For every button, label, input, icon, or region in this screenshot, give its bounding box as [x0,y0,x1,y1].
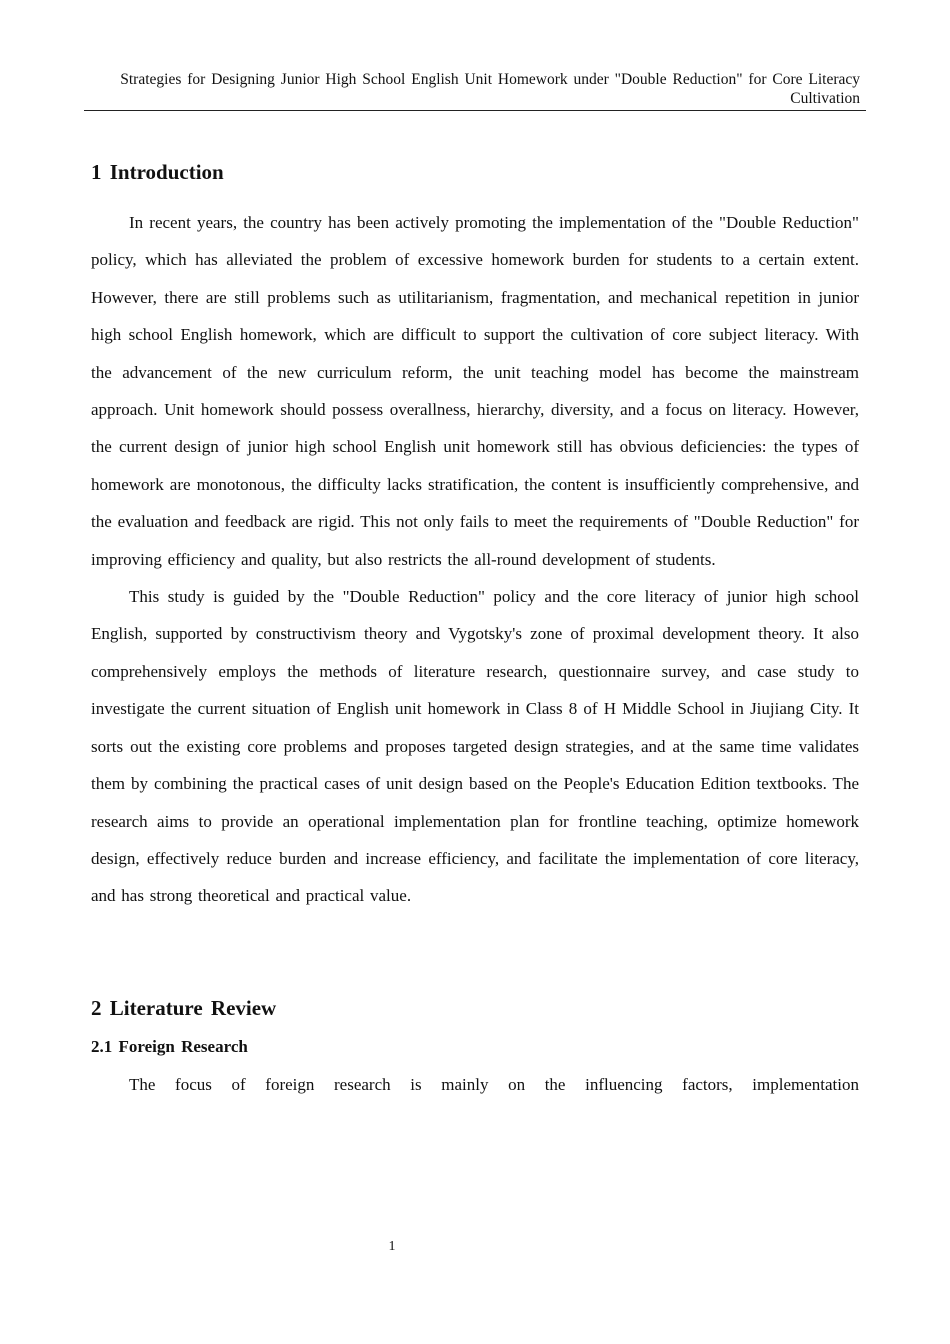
section-heading-introduction: 1 Introduction [91,160,224,184]
section-heading-literature-review: 2 Literature Review [91,995,277,1020]
running-header [84,70,866,111]
subsection-heading-foreign-research: 2.1 Foreign Research [91,1036,248,1056]
introduction-paragraph-2: This study is guided by the "Double Reduction" policy and the core literacy of junior high school English, supported by constructivism theory and Vygotsky's zone of proximal development theory. It also comprehensively employs the methods of literature research, questionnaire survey, and case study to investigate the current situation of English unit homework in Class 8 of H Middle School in Jiujiang City. It sorts out the existing core problems and proposes targeted design strategies, and at the same time validates them by combining the practical cases of unit design based on the People's Education Edition textbooks. The research aims to provide an operational implementation plan for frontline teaching, optimize homework design, effectively reduce burden and increase efficiency, and facilitate the implementation of core literacy, and has strong theoretical and practical value. [91,587,859,906]
running-header-title: Strategies for Designing Junior High School English Unit Homework under "Double Reduction" for Core Literacy Cultivation [120,71,860,107]
foreign-research-paragraph: The focus of foreign research is mainly on the influencing factors, implementation [129,1074,859,1094]
page-number: 1 [388,1239,396,1254]
document-body [91,154,859,1103]
introduction-paragraph-1: In recent years, the country has been actively promoting the implementation of the "Double Reduction" policy, which has alleviated the problem of excessive homework burden for students to a certain extent. However, there are still problems such as utilitarianism, fragmentation, and mechanical repetition in junior high school English homework, which are difficult to support the cultivation of core subject literacy. With the advancement of the new curriculum reform, the unit teaching model has become the mainstream approach. Unit homework should possess overallness, hierarchy, diversity, and a focus on literacy. However, the current design of junior high school English unit homework still has obvious deficiencies: the types of homework are monotonous, the difficulty lacks stratification, the content is insufficiently comprehensive, and the evaluation and feedback are rigid. This not only fails to meet the requirements of "Double Reduction" for improving efficiency and quality, but also restricts the all-round development of students. [91,213,859,569]
